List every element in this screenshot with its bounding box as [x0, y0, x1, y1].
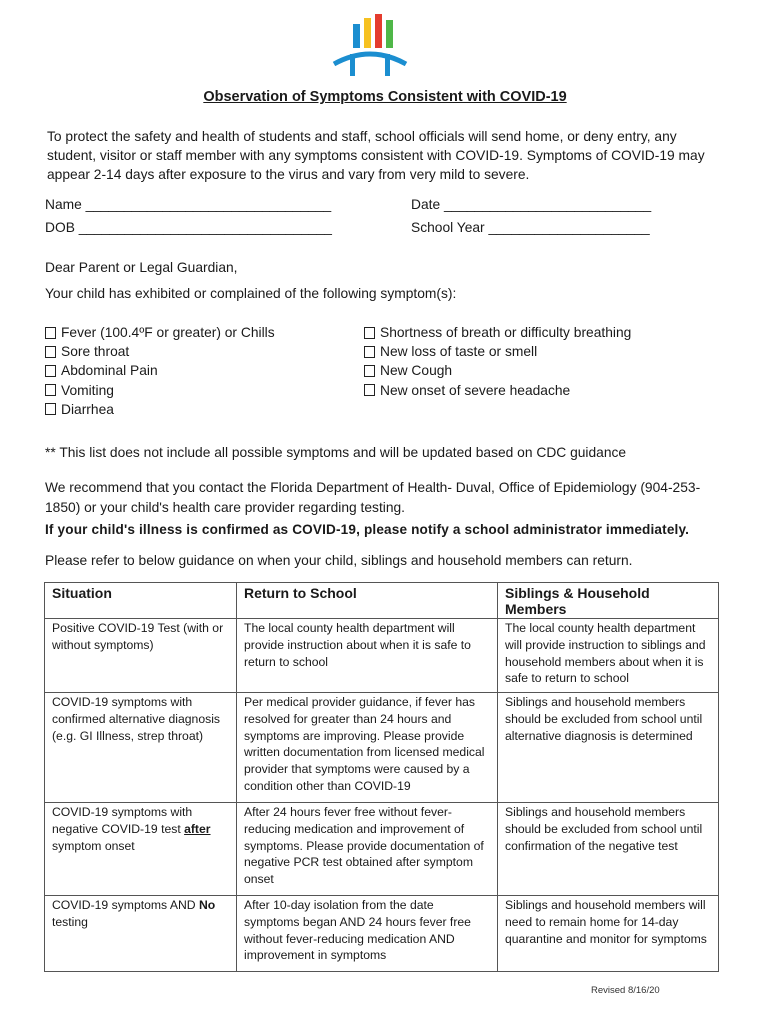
cell-situation: COVID-19 symptoms AND No testing: [45, 896, 237, 972]
recommendation-paragraph: We recommend that you contact the Florida Department of Health- Duval, Office of Epidemiology (904-253-1850) or your child's health care provider regarding testing.: [45, 480, 701, 515]
symptom-vomiting[interactable]: Vomiting: [45, 381, 275, 400]
cell-situation: COVID-19 symptoms with negative COVID-19 test after symptom onset: [45, 803, 237, 896]
table-header-row: [45, 583, 719, 619]
checkbox[interactable]: [45, 327, 56, 339]
checkbox[interactable]: [45, 384, 56, 396]
logo-bridge-arc: [334, 54, 406, 64]
table-row: [45, 619, 719, 693]
symptom-sore-throat[interactable]: Sore throat: [45, 342, 275, 361]
checkbox[interactable]: [45, 346, 56, 358]
checkbox[interactable]: [45, 365, 56, 377]
table-row: [45, 693, 719, 803]
cell-return: After 10-day isolation from the date symptoms began AND 24 hours fever free without fever-reducing medication AND improvement in symptoms: [237, 896, 498, 972]
cell-situation: Positive COVID-19 Test (with or without symptoms): [45, 619, 237, 693]
symptom-shortness-of-breath[interactable]: Shortness of breath or difficulty breathing: [364, 323, 631, 342]
logo-bar-green: [386, 20, 393, 48]
cell-siblings: The local county health department will provide instruction to siblings and household members about when it is safe to return to school: [498, 619, 719, 693]
table-row: [45, 896, 719, 972]
checkbox[interactable]: [364, 327, 375, 339]
logo-bridge-leg-right: [385, 54, 390, 76]
cell-siblings: Siblings and household members will need to remain home for 14-day quarantine and monitor for symptoms: [498, 896, 719, 972]
intro-paragraph: To protect the safety and health of students and staff, school officials will send home, or deny entry, any student, visitor or staff member with any symptoms consistent with COVID-19. Symptoms of COVID-19 may appear 2-14 days after exposure to the virus and vary from very mild to severe.: [47, 129, 705, 182]
cell-return: The local county health department will provide instruction about when it is safe to return to school: [237, 619, 498, 693]
date-field[interactable]: Date ___________________________: [411, 197, 652, 212]
name-field[interactable]: Name ________________________________: [45, 197, 332, 212]
cell-siblings: Siblings and household members should be excluded from school until alternative diagnosis is determined: [498, 693, 719, 803]
confirmed-notice: If your child's illness is confirmed as COVID-19, please notify a school administrator immediately.: [45, 522, 690, 537]
checkbox[interactable]: [364, 346, 375, 358]
dob-field[interactable]: DOB _________________________________: [45, 220, 332, 235]
logo-bar-red: [375, 14, 382, 48]
symptom-fever[interactable]: Fever (100.4ºF or greater) or Chills: [45, 323, 275, 342]
guidance-intro: Please refer to below guidance on when your child, siblings and household members can return.: [45, 553, 633, 568]
symptoms-intro: Your child has exhibited or complained of the following symptom(s):: [45, 286, 457, 301]
symptom-list-left: [45, 323, 275, 419]
cell-situation: COVID-19 symptoms with confirmed alternative diagnosis (e.g. GI Illness, strep throat): [45, 693, 237, 803]
symptom-list-right: [364, 323, 631, 400]
symptom-new-cough[interactable]: New Cough: [364, 361, 631, 380]
symptom-diarrhea[interactable]: Diarrhea: [45, 400, 275, 419]
symptom-list-note: ** This list does not include all possible symptoms and will be updated based on CDC guidance: [45, 445, 627, 460]
checkbox[interactable]: [45, 403, 56, 415]
school-year-field[interactable]: School Year _____________________: [411, 220, 650, 235]
cell-return: After 24 hours fever free without fever-reducing medication and improvement of symptoms. Please provide documentation of negative PCR test obtained after symptom onset: [237, 803, 498, 896]
cell-siblings: Siblings and household members should be excluded from school until confirmation of the negative test: [498, 803, 719, 896]
symptom-headache[interactable]: New onset of severe headache: [364, 381, 631, 400]
symptom-loss-of-taste[interactable]: New loss of taste or smell: [364, 342, 631, 361]
header-situation: Situation: [45, 583, 237, 619]
cell-return: Per medical provider guidance, if fever has resolved for greater than 24 hours and symptoms are improving. Please provide written documentation from licensed medical provider that symptoms were caused by a condition other than COVID-19: [237, 693, 498, 803]
symptom-abdominal-pain[interactable]: Abdominal Pain: [45, 361, 275, 380]
school-logo: [330, 14, 410, 78]
checkbox[interactable]: [364, 365, 375, 377]
header-return-to-school: Return to School: [237, 583, 498, 619]
logo-bar-blue: [353, 24, 360, 48]
header-siblings: Siblings & Household Members: [498, 583, 719, 619]
document-title: Observation of Symptoms Consistent with COVID-19: [203, 89, 567, 105]
greeting: Dear Parent or Legal Guardian,: [45, 260, 238, 275]
revision-date: Revised 8/16/20: [591, 985, 660, 996]
table-row: [45, 803, 719, 896]
checkbox[interactable]: [364, 384, 375, 396]
return-guidance-table: [44, 582, 719, 972]
logo-bar-yellow: [364, 18, 371, 48]
logo-bridge-leg-left: [350, 54, 355, 76]
